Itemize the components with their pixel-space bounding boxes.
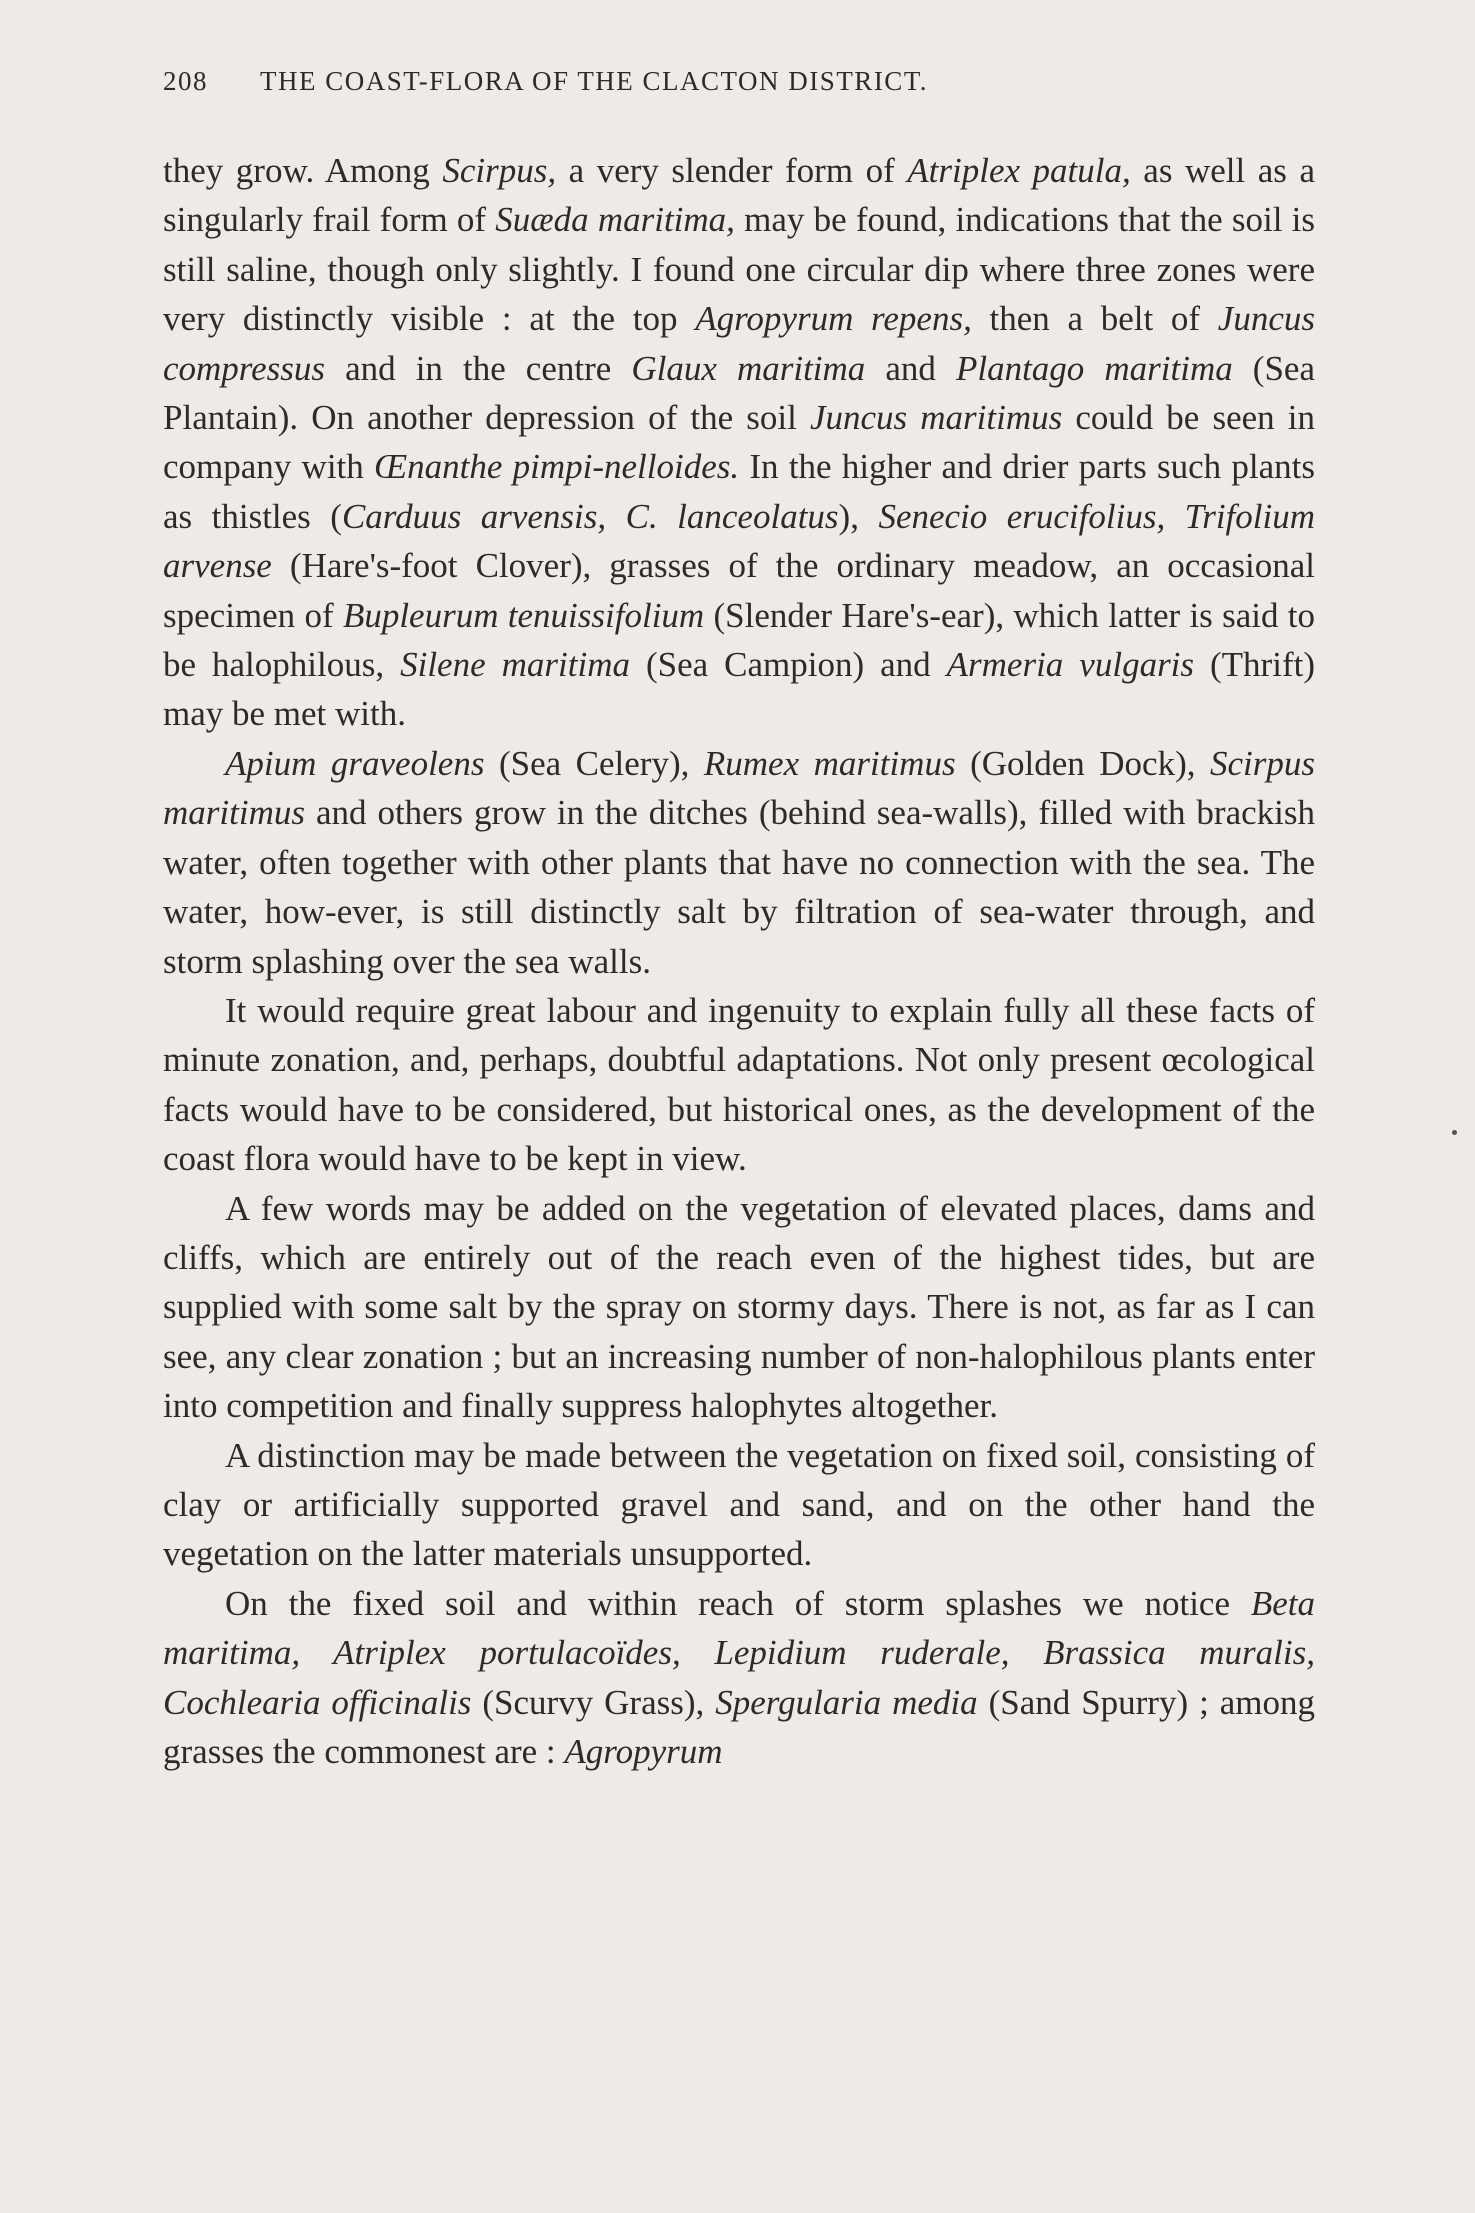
text-run: (Sea Campion) and (629, 645, 947, 685)
print-speck (1452, 1130, 1457, 1135)
text-run: It would require great labour and ingenuity to explain fully all these facts of minute zonation, and, perhaps, doubtful adaptations. Not only present œcological facts would have to be considered, but historical ones, as the development of the coast flora would have to be kept in view. (163, 990, 1315, 1179)
italic-term: Senecio erucifolius, Trifolium arvense (163, 496, 1316, 586)
italic-term: Scirpus, (442, 151, 557, 190)
text-run: In the higher and drier parts such plants as thistles ( (163, 447, 1315, 536)
italic-term: Carduus arvensis, C. lanceolatus (341, 496, 839, 536)
text-run: (Sea Plantain). On another depression of the soil (163, 348, 1315, 438)
text-run: A distinction may be made between the vegetation on fixed soil, consisting of clay or artificially supported gravel and sand, and on the other hand the vegetation on the latter materials unsupported. (163, 1435, 1315, 1574)
page-number: 208 (163, 66, 208, 96)
text-run: (Scurvy Grass), (471, 1682, 716, 1722)
paragraph (163, 739, 1315, 986)
italic-term: Beta maritima, Atriplex portulacoïdes, Lepidium ruderale, Brassica muralis, Cochlearia officinalis (163, 1583, 1315, 1722)
text-run: (Hare's-foot Clover), grasses of the ordinary meadow, an occasional specimen of (163, 546, 1315, 635)
italic-term: Juncus compressus (163, 299, 1315, 388)
paragraph (163, 1579, 1315, 1777)
text-run: as well as a singularly frail form of (163, 151, 1315, 240)
text-run: and in the centre (325, 348, 632, 388)
italic-term: Armeria vulgaris (946, 645, 1195, 685)
text-run: and (865, 348, 956, 388)
paragraph (163, 146, 1315, 739)
italic-term: Plantago maritima (955, 348, 1233, 388)
text-run: could be seen in company with (163, 398, 1315, 487)
italic-term: Rumex maritimus (703, 743, 956, 783)
italic-term: Bupleurum tenuissifolium (342, 595, 705, 635)
italic-term: Œnanthe pimpi-nelloides. (374, 447, 740, 487)
italic-term: Agropyrum (564, 1732, 723, 1771)
italic-term: Glaux maritima (631, 348, 866, 388)
running-title: THE COAST-FLORA OF THE CLACTON DISTRICT. (260, 66, 929, 96)
paragraph (163, 1184, 1315, 1431)
italic-term: Spergularia media (715, 1682, 978, 1722)
text-run: they grow. Among (163, 151, 443, 190)
text-run: A few words may be added on the vegetation of elevated places, dams and cliffs, which are entirely out of the reach even of the highest tides, but are supplied with some salt by the spray on stormy days. There is not, as far as I can see, any clear zonation ; but an increasing number of non-halophilous plants enter into competition and finally suppress halophytes altogether. (163, 1188, 1315, 1426)
text-run: On the fixed soil and within reach of storm splashes we notice (225, 1583, 1251, 1623)
body-text (163, 146, 1315, 1776)
italic-term: Atriplex patula, (907, 151, 1131, 190)
text-run: (Sand Spurry) ; among grasses the commonest are : (163, 1682, 1316, 1771)
italic-term: Suæda maritima, (495, 200, 735, 240)
text-run: (Slender Hare's-ear), which latter is said to be halophilous, (163, 595, 1316, 685)
italic-term: Juncus maritimus (809, 398, 1063, 438)
text-run: a very slender form of (556, 151, 908, 190)
italic-term: Apium graveolens (225, 743, 485, 783)
text-run: and others grow in the ditches (behind sea-walls), filled with brackish water, often together with other plants that have no connection with the sea. The water, how-ever, is still distinctly salt by filtration of sea-water through, and storm splashing over the sea walls. (163, 793, 1315, 981)
italic-term: Silene maritima (400, 645, 630, 685)
text-run: (Golden Dock), (955, 743, 1211, 783)
italic-term: Agropyrum repens, (695, 299, 972, 339)
text-run: then a belt of (971, 299, 1218, 339)
paragraph (163, 1431, 1315, 1579)
text-run: may be found, indications that the soil is still saline, though only slightly. I found one circular dip where three zones were very distinctly visible : at the top (163, 200, 1315, 339)
text-run: (Thrift) may be met with. (163, 645, 1315, 734)
text-run: (Sea Celery), (484, 743, 704, 783)
text-run: ), (838, 496, 879, 536)
running-header (163, 66, 1313, 97)
italic-term: Scirpus maritimus (163, 743, 1316, 833)
paragraph (163, 986, 1315, 1184)
